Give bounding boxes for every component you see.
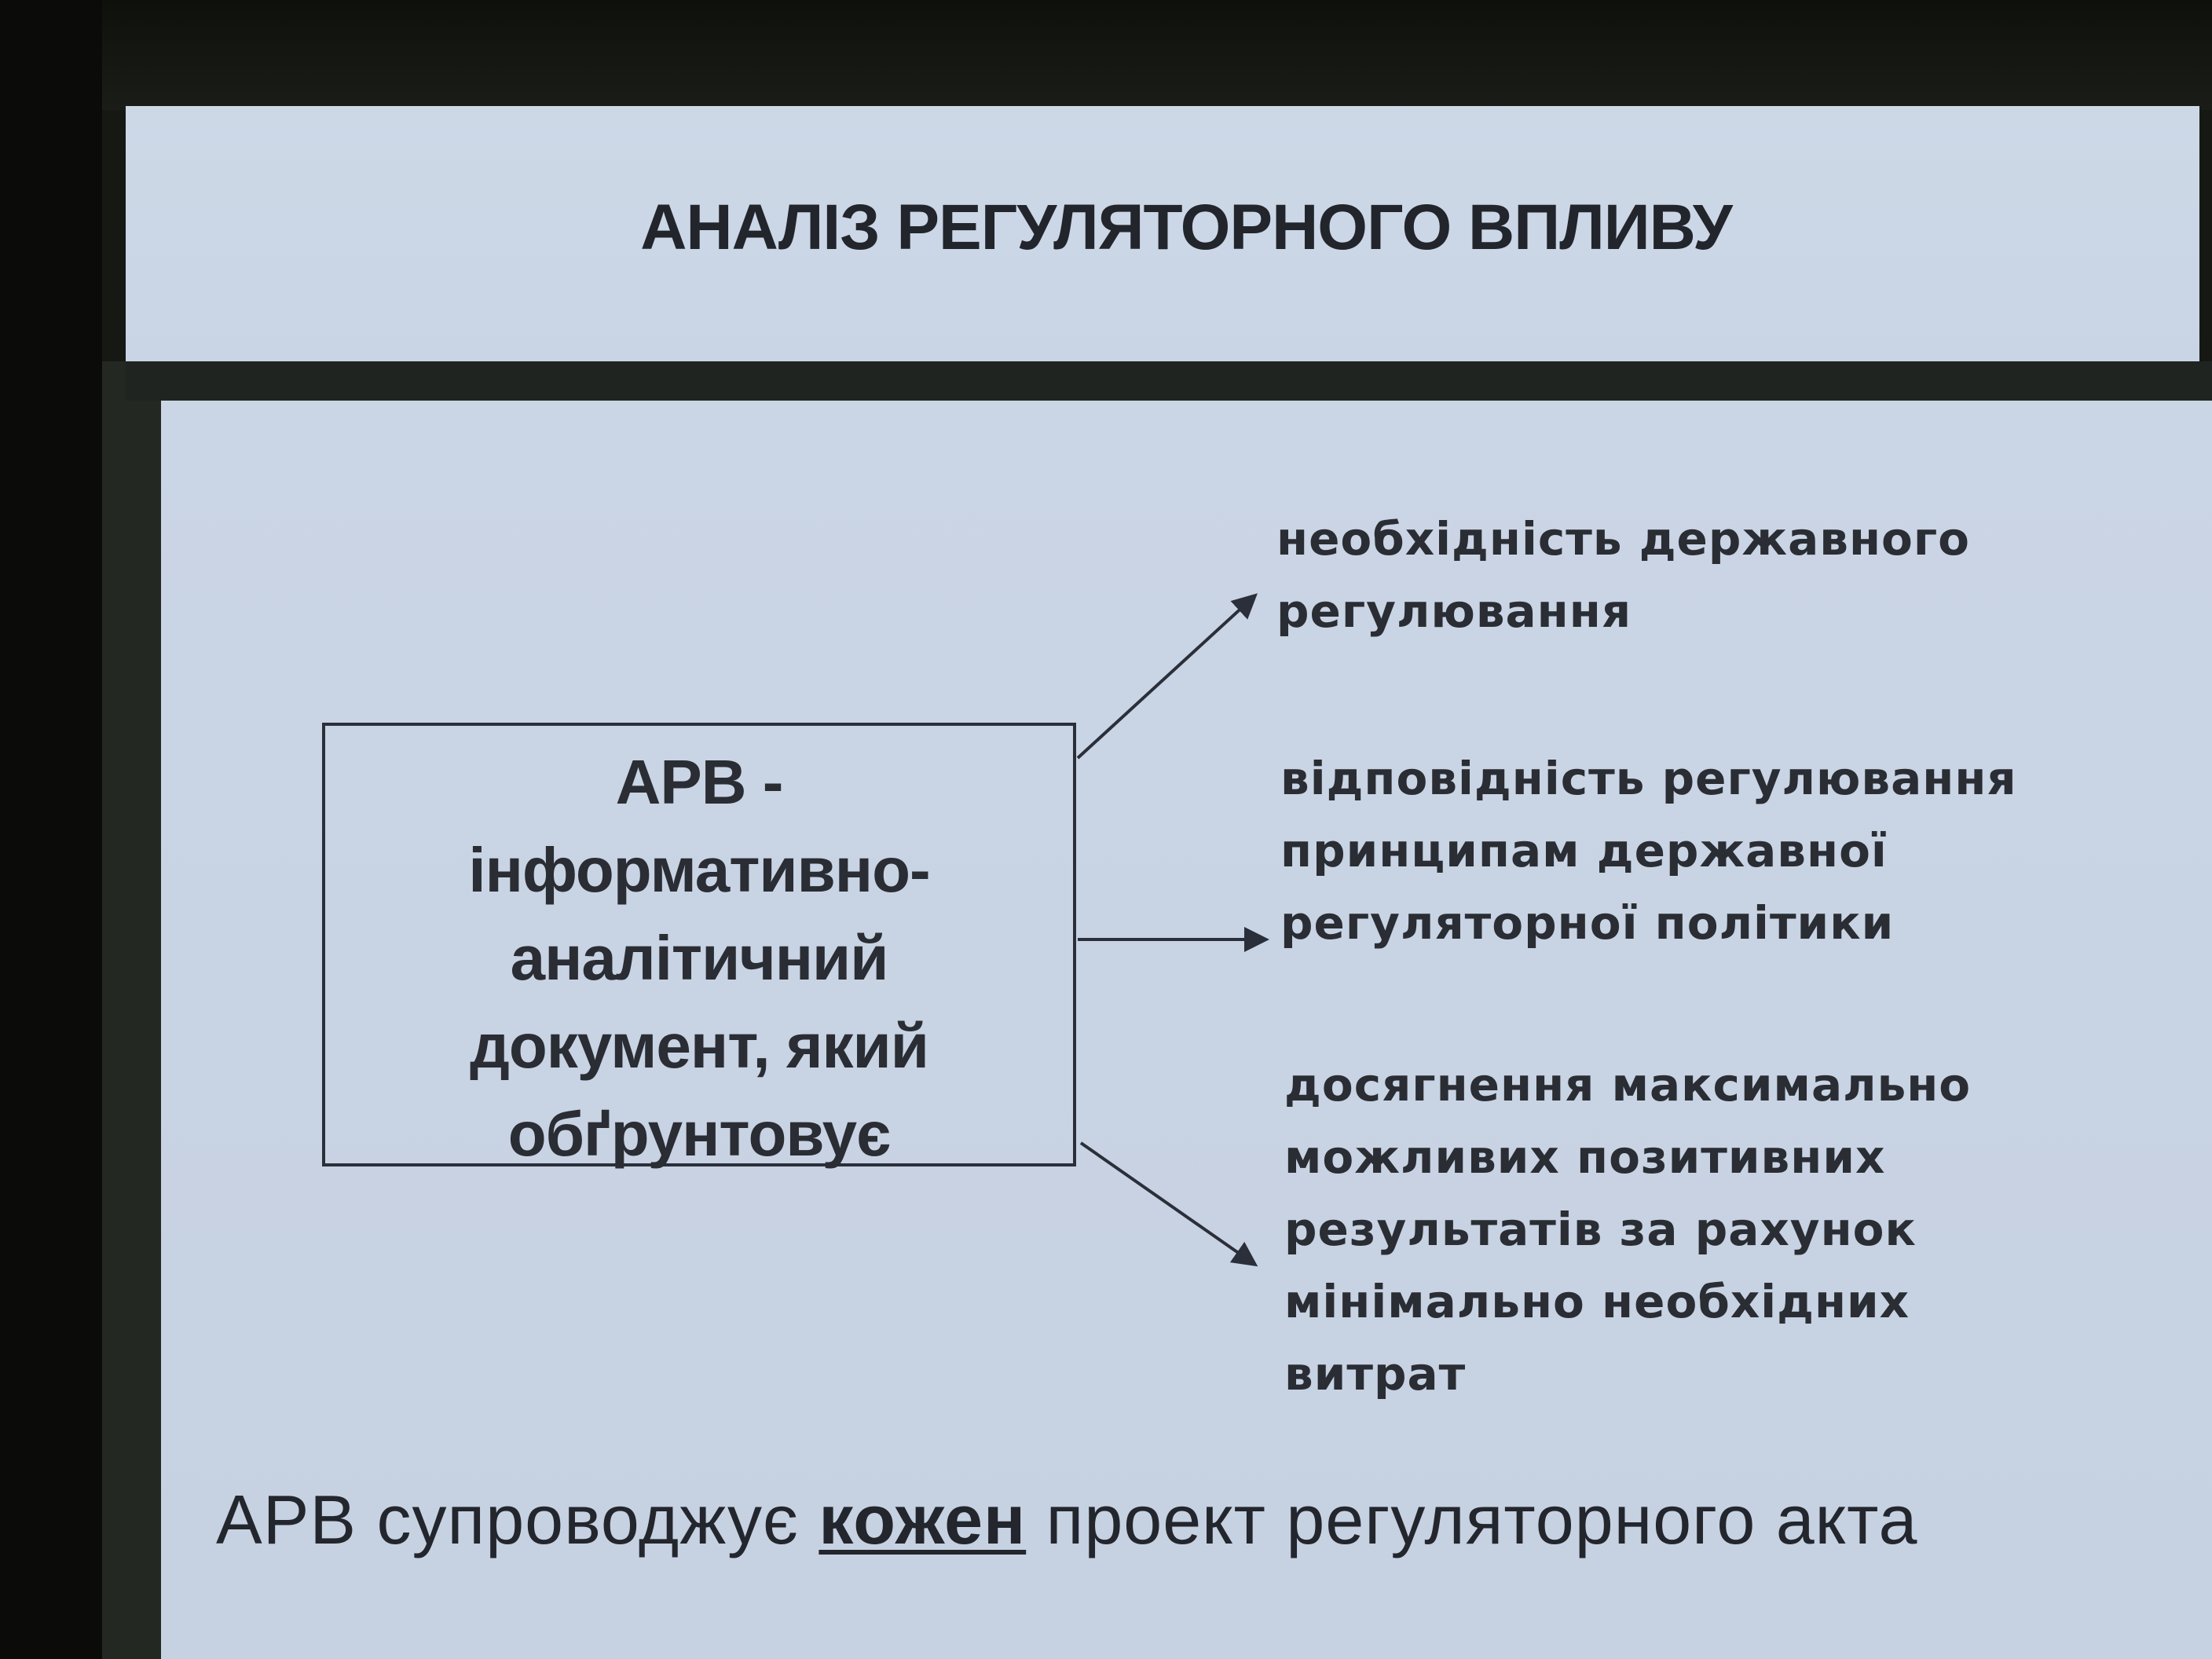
footer-text-start: АРВ супроводжує <box>216 1481 819 1558</box>
outcome-line: досягнення максимально <box>1284 1058 1972 1111</box>
room-wall-left <box>0 0 102 1659</box>
outcome-line: можливих позитивних <box>1284 1130 1886 1184</box>
outcome-line: витрат <box>1284 1347 1467 1401</box>
definition-line: аналітичний <box>510 923 888 993</box>
footer-text-end: проект регуляторного акта <box>1026 1481 1918 1558</box>
slide-title: АНАЛІЗ РЕГУЛЯТОРНОГО ВПЛИВУ <box>640 192 1732 263</box>
room-wall-top <box>0 0 2212 110</box>
footer-emphasis: кожен <box>819 1481 1027 1558</box>
outcome-line: принципам державної <box>1280 824 1888 877</box>
outcome-line: регуляторної політики <box>1280 896 1895 950</box>
outcome-line: відповідність регулювання <box>1280 752 2017 805</box>
outcome-line: мінімально необхідних <box>1284 1275 1910 1328</box>
outcome-line: регулювання <box>1276 584 1632 638</box>
slide-shadow-edge <box>102 361 161 1659</box>
definition-line: АРВ - <box>615 747 783 817</box>
definition-text <box>322 738 1076 1178</box>
outcome-item-1 <box>1276 503 1970 647</box>
definition-line: інформативно- <box>468 835 930 905</box>
definition-line: обґрунтовує <box>507 1099 891 1169</box>
outcome-line: необхідність державного <box>1276 512 1971 566</box>
footer-statement <box>216 1477 1917 1563</box>
outcome-item-3 <box>1284 1049 1971 1410</box>
slide-divider-bar <box>126 361 2212 401</box>
definition-line: документ, який <box>470 1011 928 1081</box>
outcome-line: результатів за рахунок <box>1284 1203 1917 1256</box>
outcome-item-2 <box>1280 742 2017 959</box>
